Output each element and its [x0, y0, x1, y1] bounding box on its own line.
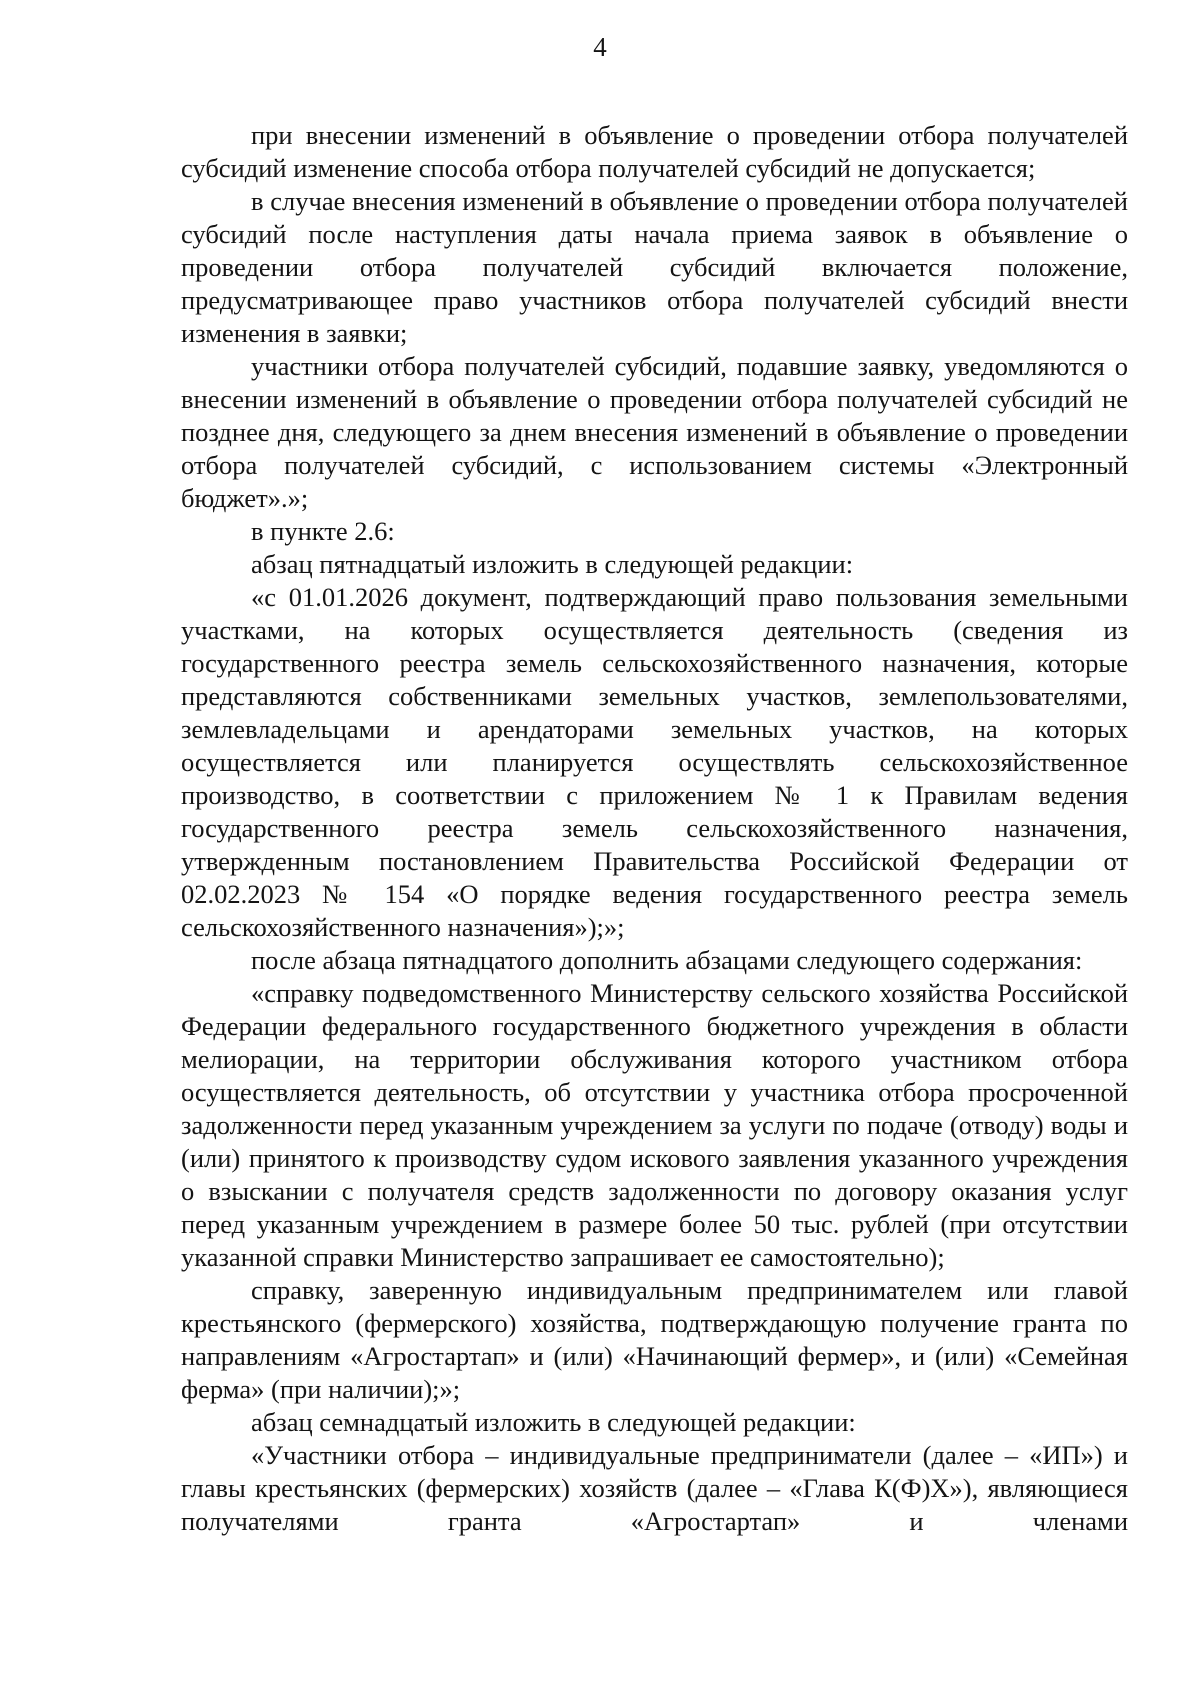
page-number: 4	[593, 32, 607, 62]
paragraph-11: «Участники отбора – индивидуальные предприниматели (далее – «ИП») и главы крестьянских (фермерских) хозяйств (далее – «Глава К(Ф)Х»), являющиеся получателями гранта «Агростартап» и членами	[181, 1440, 1128, 1536]
paragraph-6: «с 01.01.2026 документ, подтверждающий право пользования земельными участками, на которых осуществляется деятельность (сведения из государственного реестра земель сельскохозяйственного назначения, которые представляются собственниками земельных участков, землепользователями, землевладельцами и арендаторами земельных участков, на которых осуществляется или планируется осуществлять сельскохозяйственное производство, в соответствии с приложением № 1 к Правилам ведения государственного реестра земель сельскохозяйственного назначения, утвержденным постановлением Правительства Российской Федерации от 02.02.2023 № 154 «О порядке ведения государственного реестра земель сельскохозяйственного назначения»);»;	[181, 582, 1128, 942]
paragraph-2: в случае внесения изменений в объявление о проведении отбора получателей субсидий после наступления даты начала приема заявок в объявление о проведении отбора получателей субсидий включается положение, предусматривающее право участников отбора получателей субсидий внести изменения в заявки;	[181, 186, 1128, 348]
paragraph-9: справку, заверенную индивидуальным предпринимателем или главой крестьянского (фермерского) хозяйства, подтверждающую получение гранта по направлениям «Агростартап» и (или) «Начинающий фермер», и (или) «Семейная ферма» (при наличии);»;	[181, 1275, 1128, 1404]
paragraph-7: после абзаца пятнадцатого дополнить абзацами следующего содержания:	[251, 945, 1083, 975]
paragraph-1: при внесении изменений в объявление о проведении отбора получателей субсидий изменение способа отбора получателей субсидий не допускается;	[181, 120, 1128, 183]
paragraph-4: в пункте 2.6:	[251, 516, 395, 546]
paragraph-3: участники отбора получателей субсидий, подавшие заявку, уведомляются о внесении изменений в объявление о проведении отбора получателей субсидий не позднее дня, следующего за днем внесения изменений в объявление о проведении отбора получателей субсидий, с использованием системы «Электронный бюджет».»;	[181, 351, 1128, 513]
paragraph-10: абзац семнадцатый изложить в следующей редакции:	[251, 1407, 856, 1437]
document-body	[181, 119, 1128, 1538]
paragraph-8: «справку подведомственного Министерству сельского хозяйства Российской Федерации федерального государственного бюджетного учреждения в области мелиорации, на территории обслуживания которого участником отбора осуществляется деятельность, об отсутствии у участника отбора просроченной задолженности перед указанным учреждением за услуги по подаче (отводу) воды и (или) принятого к производству судом искового заявления указанного учреждения о взыскании с получателя средств задолженности по договору оказания услуг перед указанным учреждением в размере более 50 тыс. рублей (при отсутствии указанной справки Министерство запрашивает ее самостоятельно);	[181, 978, 1128, 1272]
paragraph-5: абзац пятнадцатый изложить в следующей редакции:	[251, 549, 854, 579]
